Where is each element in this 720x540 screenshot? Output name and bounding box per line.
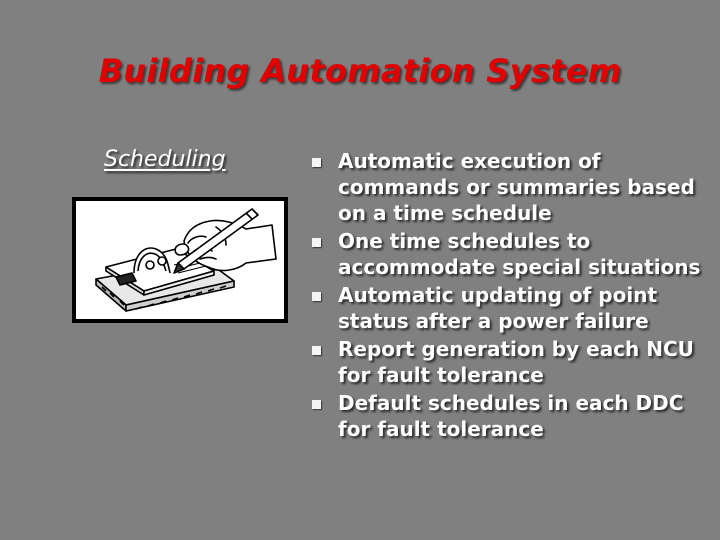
bullet-text: Report generation by each NCU for fault tolerance <box>338 337 694 387</box>
slide-title: Building Automation System <box>98 52 622 90</box>
square-bullet-icon <box>312 158 321 167</box>
square-bullet-icon <box>312 292 321 301</box>
bullet-text: Automatic updating of point status after a power failure <box>338 283 658 333</box>
square-bullet-icon <box>312 346 321 355</box>
bullet-text: Automatic execution of commands or summaries based on a time schedule <box>338 149 695 225</box>
square-bullet-icon <box>312 238 321 247</box>
hand-writing-on-desk-calendar-icon <box>76 201 284 319</box>
bullet-text: One time schedules to accommodate special situations <box>338 229 701 279</box>
list-item <box>312 282 712 334</box>
list-item <box>312 336 712 388</box>
section-label: Scheduling <box>104 147 226 172</box>
list-item <box>312 148 712 226</box>
bullet-list <box>312 148 712 444</box>
square-bullet-icon <box>312 400 321 409</box>
list-item <box>312 228 712 280</box>
list-item <box>312 390 712 442</box>
bullet-text: Default schedules in each DDC for fault tolerance <box>338 391 684 441</box>
calendar-illustration <box>72 197 288 323</box>
